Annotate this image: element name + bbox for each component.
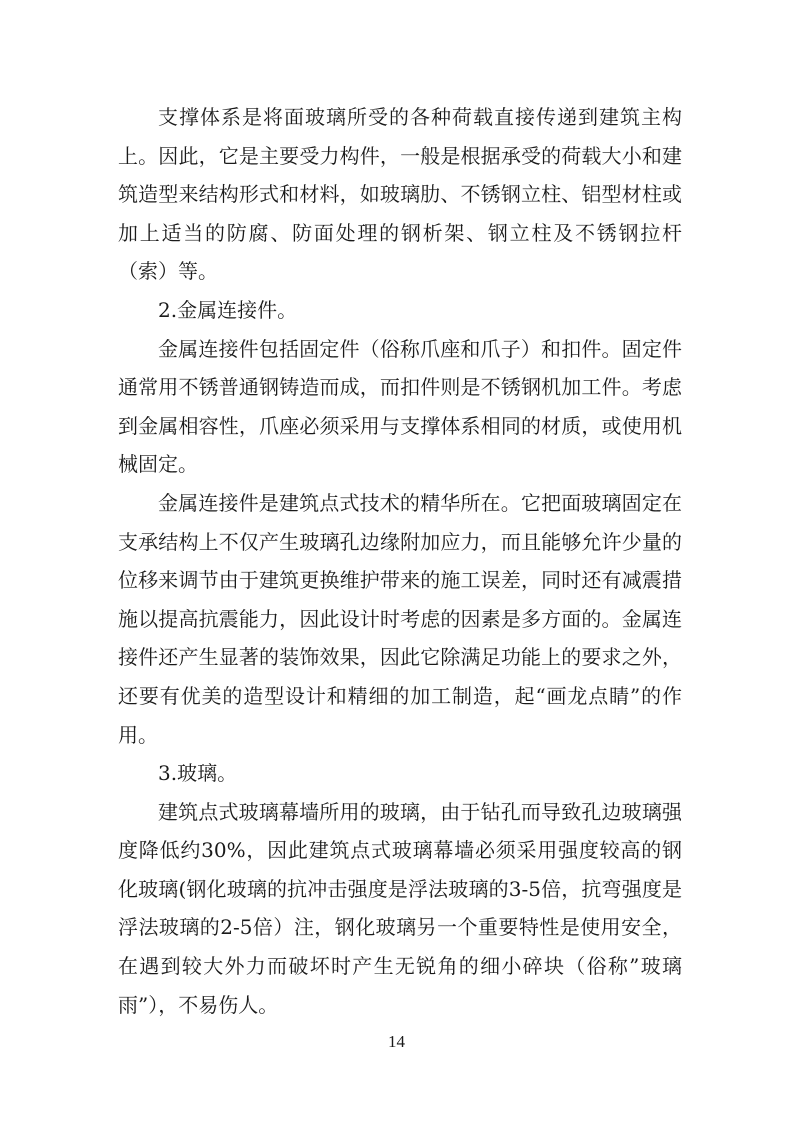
paragraph-support-system: 支撑体系是将面玻璃所受的各种荷载直接传递到建筑主构上。因此，它是主要受力构件，一般是根据承受的荷载大小和建筑造型来结构形式和材料，如玻璃肋、不锈钢立柱、铝型材柱或加上适当的防腐、防面处理的钢析架、钢立柱及不锈钢拉杆（索）等。 xyxy=(118,105,682,284)
paragraph-metal-connectors-essence: 金属连接件是建筑点式技术的精华所在。它把面玻璃固定在支承结构上不仅产生玻璃孔边缘附加应力，而且能够允许少量的位移来调节由于建筑更换维护带来的施工误差，同时还有减震措施以提高抗震能力，因此设计时考虑的因素是多方面的。金属连接件还产生显著的装饰效果，因此它除满足功能上的要求之外，还要有优美的造型设计和精细的加工制造，起“画龙点睛”的作用。 xyxy=(118,490,682,747)
heading-metal-connectors: 2.金属连接件。 xyxy=(158,297,298,322)
paragraph-metal-connectors-parts: 金属连接件包括固定件（俗称爪座和爪子）和扣件。固定件通常用不锈普通钢铸造而成，而扣件则是不锈钢机加工件。考虑到金属相容性，爪座必须采用与支撑体系相同的材质，或使用机械固定。 xyxy=(118,336,682,477)
paragraph-glass: 建筑点式玻璃幕墙所用的玻璃，由于钻孔而导致孔边玻璃强度降低约30%，因此建筑点式玻璃幕墙必须采用强度较高的钢化玻璃(钢化玻璃的抗冲击强度是浮法玻璃的3-5倍，抗弯强度是浮法玻璃的2-5倍）注，钢化玻璃另一个重要特性是使用安全，在遇到较大外力而破坏时产生无锐角的细小碎块（俗称”玻璃雨”），不易伤人。 xyxy=(118,799,682,1017)
heading-glass: 3.玻璃。 xyxy=(158,761,238,786)
body-text xyxy=(118,98,682,1024)
page-number: 14 xyxy=(388,1032,405,1051)
